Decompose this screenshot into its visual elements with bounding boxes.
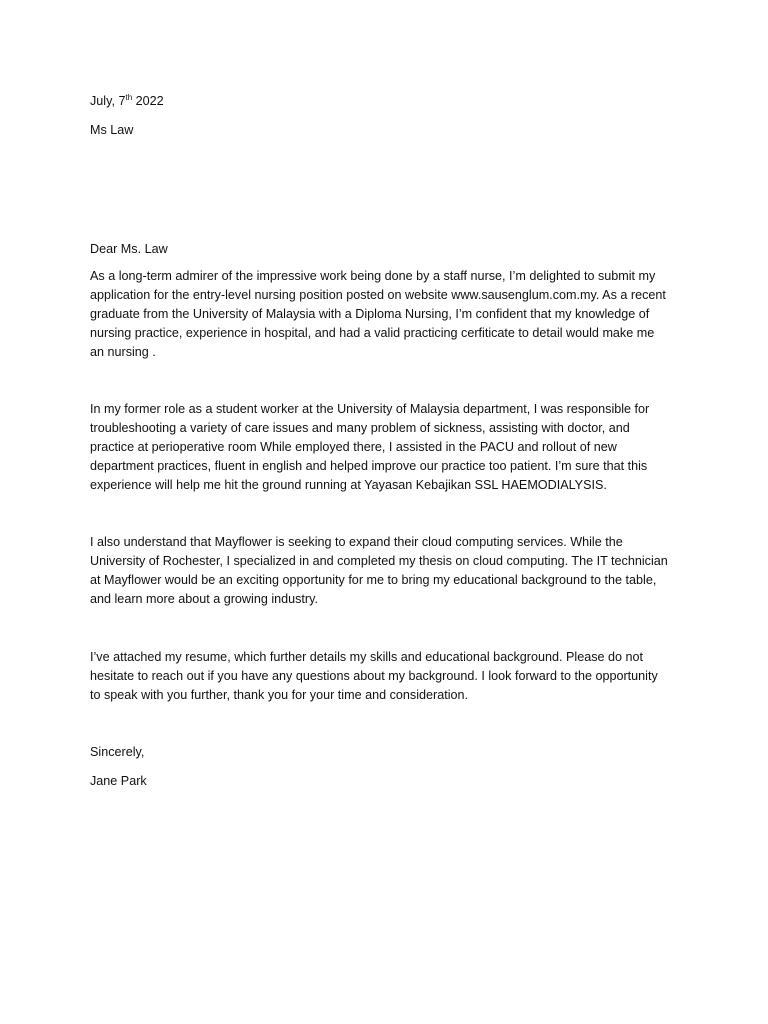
paragraph-line: nursing practice, experience in hospital, and had a valid practicing cerfiticate to detail would make me — [90, 326, 655, 340]
paragraph-line: to speak with you further, thank you for your time and consideration. — [90, 688, 469, 702]
date-year: 2022 — [132, 94, 164, 108]
date-month-day: July, 7 — [90, 94, 126, 108]
paragraph-line: In my former role as a student worker at the University of Malaysia department, I was responsible for — [90, 402, 650, 416]
paragraph-line: practice at perioperative room While employed there, I assisted in the PACU and rollout of new — [90, 440, 617, 454]
signature-name: Jane Park — [90, 774, 147, 788]
body-paragraph — [90, 533, 690, 609]
paragraph-line: an nursing . — [90, 345, 156, 359]
paragraph-line: I also understand that Mayflower is seeking to expand their cloud computing services. While the — [90, 535, 623, 549]
recipient-name: Ms Law — [90, 123, 134, 137]
paragraph-line: As a long-term admirer of the impressive work being done by a staff nurse, I’m delighted to submit my — [90, 269, 656, 283]
paragraph-line: hesitate to reach out if you have any questions about my background. I look forward to the opportunity — [90, 669, 658, 683]
paragraph-line: troubleshooting a variety of care issues and many problem of sickness, assisting with doctor, and — [90, 421, 630, 435]
paragraph-line: application for the entry-level nursing position posted on website www.sausenglum.com.my. As a recent — [90, 288, 666, 302]
body-paragraph — [90, 400, 690, 495]
closing: Sincerely, — [90, 745, 145, 759]
paragraph-line: I’ve attached my resume, which further details my skills and educational background. Please do not — [90, 650, 644, 664]
paragraph-line: and learn more about a growing industry. — [90, 592, 318, 606]
salutation: Dear Ms. Law — [90, 242, 168, 256]
paragraph-line: graduate from the University of Malaysia with a Diploma Nursing, I’m confident that my knowledge of — [90, 307, 650, 321]
letter-date — [90, 92, 690, 111]
date-day-suffix: th — [125, 92, 133, 102]
body-paragraph — [90, 267, 686, 362]
paragraph-line: department practices, fluent in english and helped improve our practice too patient. I’m sure that this — [90, 459, 648, 473]
paragraph-line: University of Rochester, I specialized in and completed my thesis on cloud computing. The IT technician — [90, 554, 668, 568]
paragraph-line: at Mayflower would be an exciting opportunity for me to bring my educational background to the table, — [90, 573, 657, 587]
body-paragraph — [90, 648, 690, 705]
paragraph-line: experience will help me hit the ground running at Yayasan Kebajikan SSL HAEMODIALYSIS. — [90, 478, 607, 492]
